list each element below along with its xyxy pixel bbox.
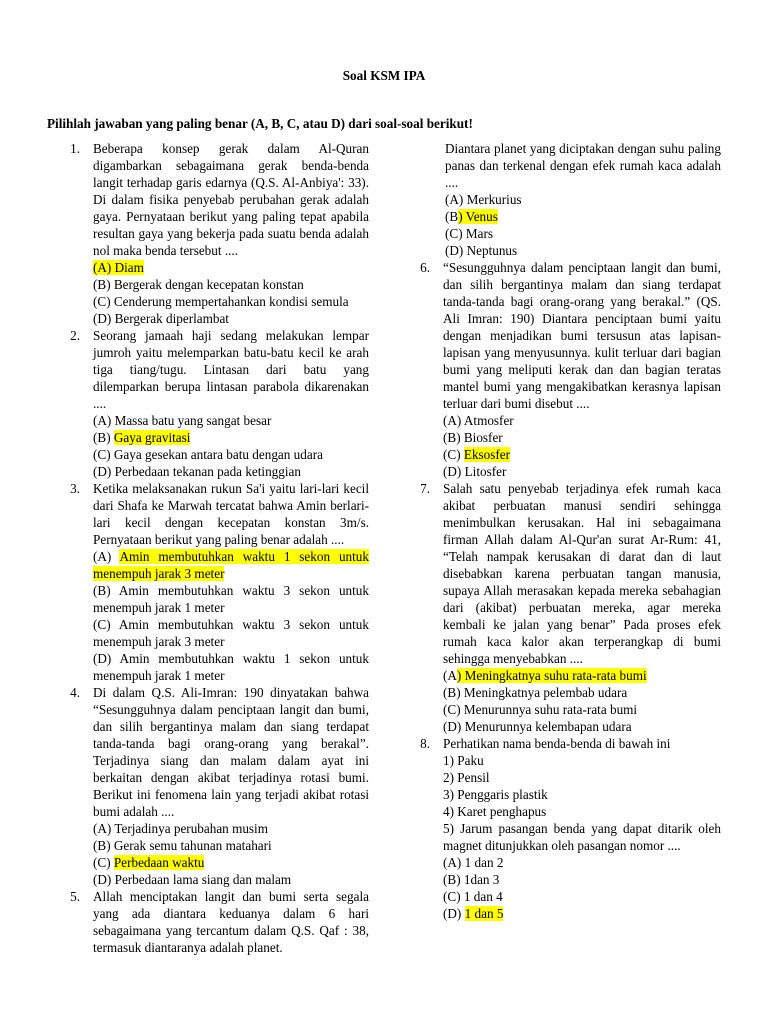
question-8 <box>408 735 721 922</box>
highlighted-answer: Eksosfer <box>463 447 511 462</box>
question-stem: Perhatikan nama benda-benda di bawah ini <box>443 736 671 751</box>
question-1 <box>58 140 369 327</box>
option-d <box>443 905 721 922</box>
list-item: 3) Penggaris plastik <box>443 787 548 802</box>
question-stem: Beberapa konsep gerak dalam Al-Quran digambarkan sebagaimana gerak benda-benda langit terhadap garis edarnya (Q.S. Al-Anbiya': 33). Di dalam fisika penyebab perubahan gerak adalah gaya. Pernyataan berikut yang paling tepat apabila resultan gaya yang bekerja pada suatu benda adalah nol maka benda tersebut .... <box>93 141 369 258</box>
option-b: (B) Biosfer <box>443 430 503 445</box>
highlighted-answer: 1 dan 5 <box>464 906 504 921</box>
option-text: (B <box>445 209 459 224</box>
option-b: (B) Meningkatnya pelembab udara <box>443 685 628 700</box>
option-a <box>93 548 369 582</box>
option-c: (C) Menurunnya suhu rata-rata bumi <box>443 702 638 717</box>
question-stem: Ketika melaksanakan rukun Sa'i yaitu lari-lari kecil dari Shafa ke Marwah tercatat bahwa Amin berlari-lari kecil dengan kecepatan konstan 3m/s. Pernyataan berikut yang paling benar adalah .... <box>93 481 369 547</box>
option-d: (D) Amin membutuhkan waktu 1 sekon untuk menempuh jarak 1 meter <box>93 651 369 683</box>
option-text: (A <box>443 668 457 683</box>
highlighted-answer: Perbedaan waktu <box>113 855 205 870</box>
option-a <box>443 667 721 684</box>
option-b: (B) 1dan 3 <box>443 872 500 887</box>
option-a: (A) 1 dan 2 <box>443 855 504 870</box>
option-c <box>443 446 721 463</box>
instruction-text: Pilihlah jawaban yang paling benar (A, B, C, atau D) dari soal-soal berikut! <box>47 116 473 131</box>
option-c: (C) Cenderung mempertahankan kondisi semula <box>93 294 349 309</box>
question-stem: Di dalam Q.S. Ali-Imran: 190 dinyatakan bahwa “Sesungguhnya dalam penciptaan langit dan bumi, dan silih bergantinya malam dan siang terdapat tanda-tanda bagi orang-orang yang berakal”. Terjadinya siang dan malam dalam ayat ini berkaitan dengan akibat terjadinya rotasi bumi. Berikut ini fenomena lain yang terjadi akibat rotasi bumi adalah .... <box>93 685 369 819</box>
option-b: (B) Amin membutuhkan waktu 3 sekon untuk menempuh jarak 1 meter <box>93 583 369 615</box>
question-stem-part-2: 5) Jarum pasangan benda yang dapat ditarik oleh magnet ditunjukkan oleh pasangan nomor .... <box>443 821 721 853</box>
option-text: (C) <box>93 855 114 870</box>
question-4 <box>58 684 369 888</box>
question-5 <box>58 888 369 956</box>
option-a: (A) Merkurius <box>445 192 522 207</box>
question-7 <box>408 480 721 735</box>
option-c: (C) Mars <box>445 226 493 241</box>
highlighted-answer: Gaya gravitasi <box>113 430 191 445</box>
list-item: 1) Paku <box>443 753 484 768</box>
question-number: 3. <box>70 481 80 496</box>
question-stem: Allah menciptakan langit dan bumi serta segala yang ada diantara keduanya dalam 6 hari sebagaimana yang tercantum dalam Q.S. Qaf : 38, termasuk diantaranya adalah planet. <box>93 889 369 955</box>
option-text: (D) <box>443 906 465 921</box>
left-column <box>58 140 369 956</box>
list-item: 4) Karet penghapus <box>443 804 547 819</box>
question-5-continued <box>408 140 721 259</box>
document-title: Soal KSM IPA <box>342 68 426 83</box>
question-stem: Seorang jamaah haji sedang melakukan lempar jumroh yaitu melemparkan batu-batu kecil ke arah tiga tiang/tugu. Lintasan dari batu yang dilemparkan berupa lintasan parabola dikarenakan .... <box>93 328 369 411</box>
question-number: 8. <box>420 736 430 751</box>
question-3 <box>58 480 369 684</box>
highlighted-answer: Amin membutuhkan waktu 1 sekon untuk menempuh jarak 3 meter <box>93 549 369 581</box>
question-number: 5. <box>70 889 80 904</box>
highlighted-answer: ) Meningkatnya suhu rata-rata bumi <box>456 668 647 683</box>
question-stem: Salah satu penyebab terjadinya efek rumah kaca akibat perbuatan manusi sendiri sehingga menimbulkan kerusakan. Hal ini sebagaimana firman Allah dalam Al-Qur'an surat Ar-Rum: 41, “Telah nampak kerusakan di darat dan di laut disebabkan karena perbuatan tangan manusia, supaya Allah merasakan kepada mereka sebahagian dari (akibat) perbuatan mereka, agar mereka kembali ke jalan yang benar” Pada proses efek rumah kaca kalor akan terperangkap di bumi sehingga menyebabkan .... <box>443 481 721 666</box>
option-d: (D) Perbedaan lama siang dan malam <box>93 872 292 887</box>
option-a <box>93 259 369 276</box>
question-6 <box>408 259 721 480</box>
question-number: 6. <box>420 260 430 275</box>
list-item: 2) Pensil <box>443 770 490 785</box>
highlighted-answer: (A) Diam <box>93 260 144 275</box>
option-text: (A) <box>93 549 120 564</box>
question-2 <box>58 327 369 480</box>
option-b <box>93 429 369 446</box>
option-a: (A) Terjadinya perubahan musim <box>93 821 268 836</box>
option-a: (A) Atmosfer <box>443 413 514 428</box>
option-c: (C) 1 dan 4 <box>443 889 503 904</box>
option-c <box>93 854 369 871</box>
option-b <box>445 208 721 225</box>
option-c: (C) Amin membutuhkan waktu 3 sekon untuk menempuh jarak 3 meter <box>93 617 369 649</box>
question-number: 7. <box>420 481 430 496</box>
question-stem: “Sesungguhnya dalam penciptaan langit dan bumi, dan silih bergantinya malam dan siang terdapat tanda-tanda bagi orang-orang yang berakal.” (QS. Ali Imran: 190) Diantara penciptaan bumi yaitu dengan menjadikan bumi tersusun atas lapisan-lapisan yang menyusunnya. kulit terluar dari bagian bumi yang meliputi kerak dan dan bagian teratas mantel bumi yang mengakibatkan kerasnya lapisan terluar dari bumi disebut .... <box>443 260 721 411</box>
option-b: (B) Bergerak dengan kecepatan konstan <box>93 277 304 292</box>
option-text: (B) <box>93 430 114 445</box>
option-b: (B) Gerak semu tahunan matahari <box>93 838 272 853</box>
option-c: (C) Gaya gesekan antara batu dengan udara <box>93 447 323 462</box>
option-d: (D) Perbedaan tekanan pada ketinggian <box>93 464 301 479</box>
highlighted-answer: ) Venus <box>458 209 498 224</box>
question-number: 4. <box>70 685 80 700</box>
option-d: (D) Litosfer <box>443 464 507 479</box>
option-d: (D) Bergerak diperlambat <box>93 311 229 326</box>
right-column <box>408 140 721 922</box>
option-a: (A) Massa batu yang sangat besar <box>93 413 272 428</box>
question-number: 1. <box>70 141 80 156</box>
option-text: (C) <box>443 447 464 462</box>
option-d: (D) Menurunnya kelembapan udara <box>443 719 632 734</box>
question-number: 2. <box>70 328 80 343</box>
question-stem-continued: Diantara planet yang diciptakan dengan suhu paling panas dan terkenal dengan efek rumah kaca adalah .... <box>445 141 721 190</box>
option-d: (D) Neptunus <box>445 243 518 258</box>
